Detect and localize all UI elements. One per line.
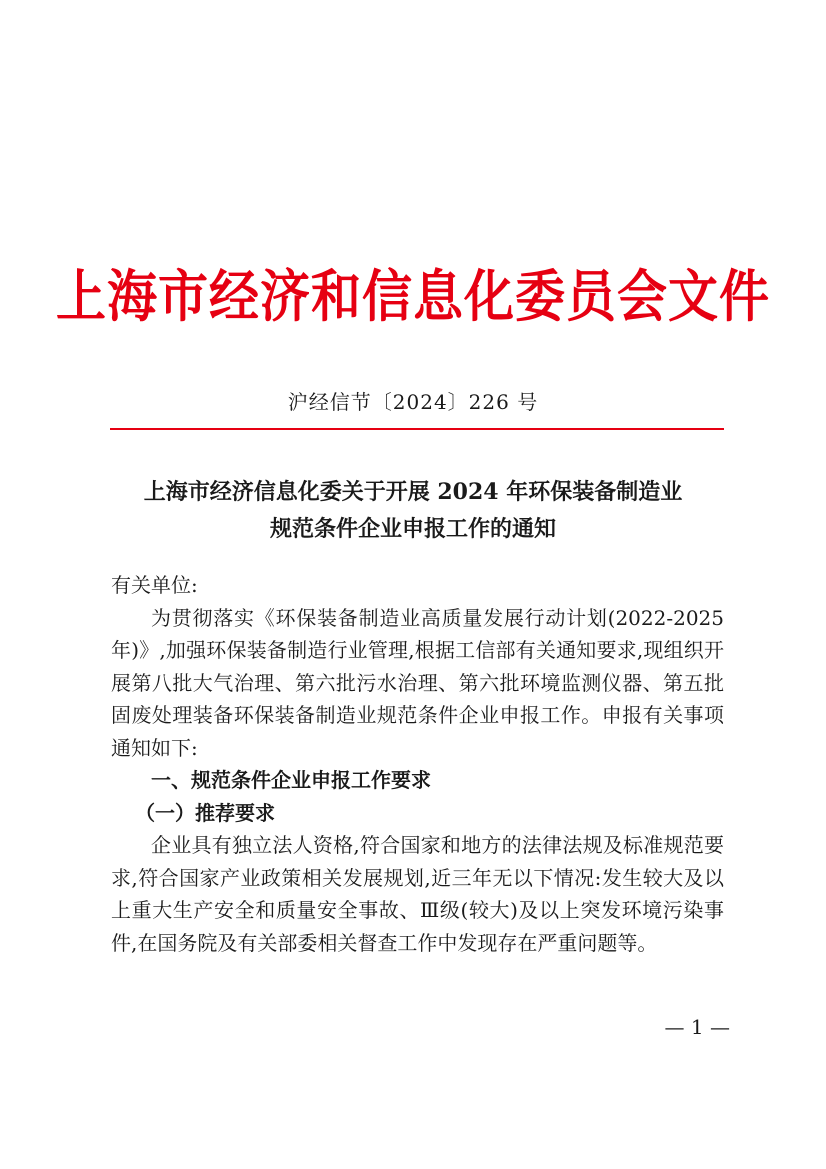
document-number: 沪经信节〔2024〕226 号 [287, 390, 539, 414]
document-masthead: 上海市经济和信息化委员会文件 [56, 263, 770, 330]
section-heading-1: 一、规范条件企业申报工作要求 [151, 768, 431, 792]
salutation: 有关单位: [111, 573, 198, 597]
intro-paragraph: 为贯彻落实《环保装备制造业高质量发展行动计划(2022-2025 年)》,加强环保装备制造行业管理,根据工信部有关通知要求,现组织开展第八批大气治理、第六批污水治理、第六批环境监测仪器、第五批固废处理装备环保装备制造业规范条件企业申报工作。申报有关事项通知如下: [111, 605, 724, 760]
notice-title-line-2: 规范条件企业申报工作的通知 [269, 516, 556, 542]
subsection-heading-1: （一）推荐要求 [135, 800, 275, 825]
page-number: — 1 — [664, 1015, 730, 1039]
notice-title-line-1: 上海市经济信息化委关于开展 2024 年环保装备制造业 [143, 479, 683, 505]
red-divider-rule [110, 428, 724, 430]
notice-title [100, 474, 726, 548]
subsection-paragraph-1: 企业具有独立法人资格,符合国家和地方的法律法规及标准规范要求,符合国家产业政策相关发展规划,近三年无以下情况:发生较大及以上重大生产安全和质量安全事故、Ⅲ级(较大)及以上突发环境污染事件,在国务院及有关部委相关督查工作中发现存在严重问题等。 [111, 833, 724, 955]
notice-body [111, 569, 724, 959]
